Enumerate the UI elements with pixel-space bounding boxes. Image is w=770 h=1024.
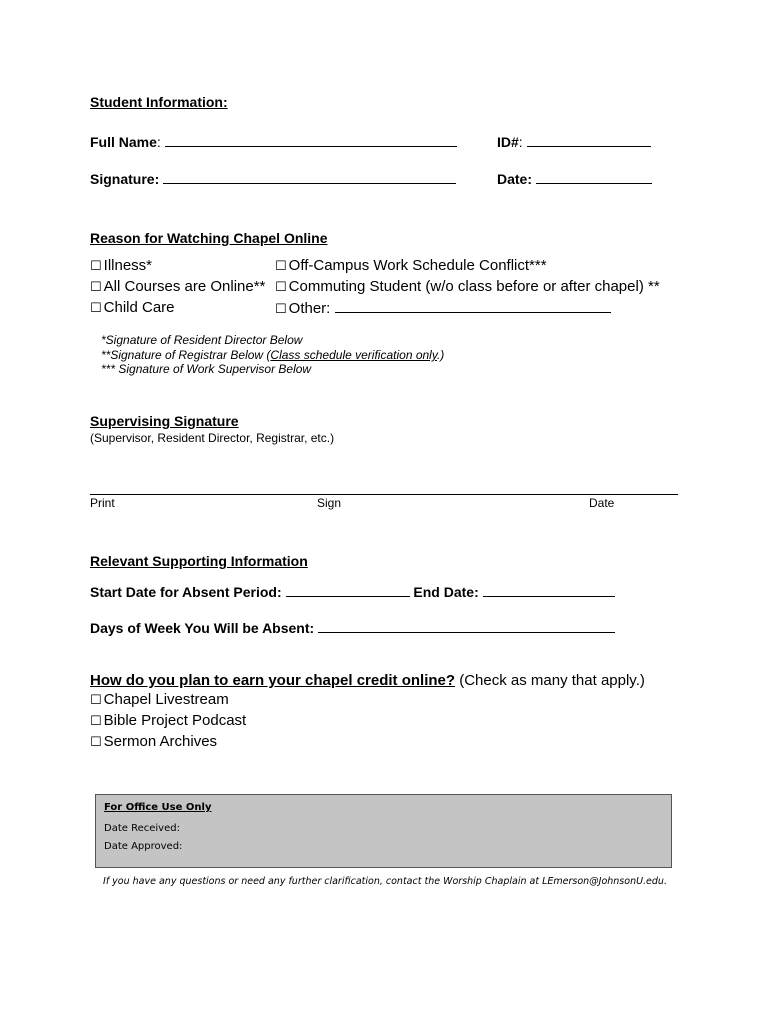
date-approved-label: Date Approved:	[104, 841, 183, 852]
credit-note: (Check as many that apply.)	[459, 672, 645, 689]
id-row: ID#:	[497, 133, 651, 150]
office-use-heading: For Office Use Only	[104, 802, 212, 813]
days-absent-label: Days of Week You Will be Absent:	[90, 620, 315, 636]
absence-dates-row	[90, 583, 615, 600]
days-absent-row	[90, 619, 615, 636]
supervisor-signature-line[interactable]	[90, 494, 678, 495]
checkbox-icon[interactable]: ☐	[90, 280, 102, 295]
reason-option-work-conflict[interactable]: ☐ Off-Campus Work Schedule Conflict***	[275, 257, 547, 274]
supervising-heading: Supervising Signature	[90, 413, 239, 429]
supervisor-date-label: Date	[589, 496, 615, 510]
office-use-box	[95, 794, 672, 868]
checkbox-icon[interactable]: ☐	[90, 693, 102, 708]
sign-label: Sign	[317, 496, 342, 510]
full-name-field[interactable]	[165, 133, 457, 147]
reason-option-illness[interactable]: ☐ Illness*	[90, 257, 153, 274]
start-date-label: Start Date for Absent Period:	[90, 584, 282, 600]
credit-option-sermon-archives[interactable]: ☐ Sermon Archives	[90, 733, 218, 750]
full-name-row: Full Name:	[90, 133, 457, 150]
signature-field[interactable]	[163, 170, 456, 184]
signature-label: Signature:	[90, 171, 160, 187]
checkbox-icon[interactable]: ☐	[275, 280, 287, 295]
checkbox-icon[interactable]: ☐	[275, 302, 287, 317]
signature-row	[90, 170, 456, 187]
checkbox-icon[interactable]: ☐	[90, 735, 102, 750]
student-info-heading: Student Information:	[90, 94, 228, 110]
credit-option-livestream[interactable]: ☐ Chapel Livestream	[90, 691, 229, 708]
credit-question: How do you plan to earn your chapel credit online?	[90, 672, 456, 689]
checkbox-icon[interactable]: ☐	[90, 714, 102, 729]
end-date-field[interactable]	[483, 583, 615, 597]
days-absent-field[interactable]	[318, 619, 615, 633]
reason-option-commuting[interactable]: ☐ Commuting Student (w/o class before or after chapel) **	[275, 278, 660, 295]
reason-heading: Reason for Watching Chapel Online	[90, 230, 328, 246]
date-row	[497, 170, 652, 187]
date-field[interactable]	[536, 170, 652, 184]
end-date-label: End Date:	[413, 584, 479, 600]
checkbox-icon[interactable]: ☐	[275, 259, 287, 274]
reason-option-child-care[interactable]: ☐ Child Care	[90, 299, 175, 316]
id-field[interactable]	[527, 133, 651, 147]
contact-note: If you have any questions or need any further clarification, contact the Worship Chaplain at LEmerson@JohnsonU.edu.	[103, 876, 667, 887]
supporting-heading: Relevant Supporting Information	[90, 553, 308, 569]
other-reason-field[interactable]	[335, 299, 611, 313]
credit-option-podcast[interactable]: ☐ Bible Project Podcast	[90, 712, 247, 729]
start-date-field[interactable]	[286, 583, 410, 597]
note-resident-director: *Signature of Resident Director Below	[101, 333, 303, 347]
reason-option-all-online[interactable]: ☐ All Courses are Online**	[90, 278, 266, 295]
note-registrar: **Signature of Registrar Below (Class schedule verification only.)	[101, 348, 445, 362]
supervising-subheading: (Supervisor, Resident Director, Registrar, etc.)	[90, 431, 335, 445]
credit-question-row	[90, 672, 645, 689]
date-label: Date:	[497, 171, 533, 187]
id-label: ID#	[497, 134, 519, 150]
checkbox-icon[interactable]: ☐	[90, 259, 102, 274]
date-received-label: Date Received:	[104, 823, 180, 834]
full-name-label: Full Name	[90, 134, 157, 150]
note-work-supervisor: *** Signature of Work Supervisor Below	[101, 362, 312, 376]
print-label: Print	[90, 496, 115, 510]
reason-option-other[interactable]: ☐ Other:	[275, 299, 611, 317]
note-registrar-link: Class schedule verification only	[270, 348, 437, 362]
checkbox-icon[interactable]: ☐	[90, 301, 102, 316]
